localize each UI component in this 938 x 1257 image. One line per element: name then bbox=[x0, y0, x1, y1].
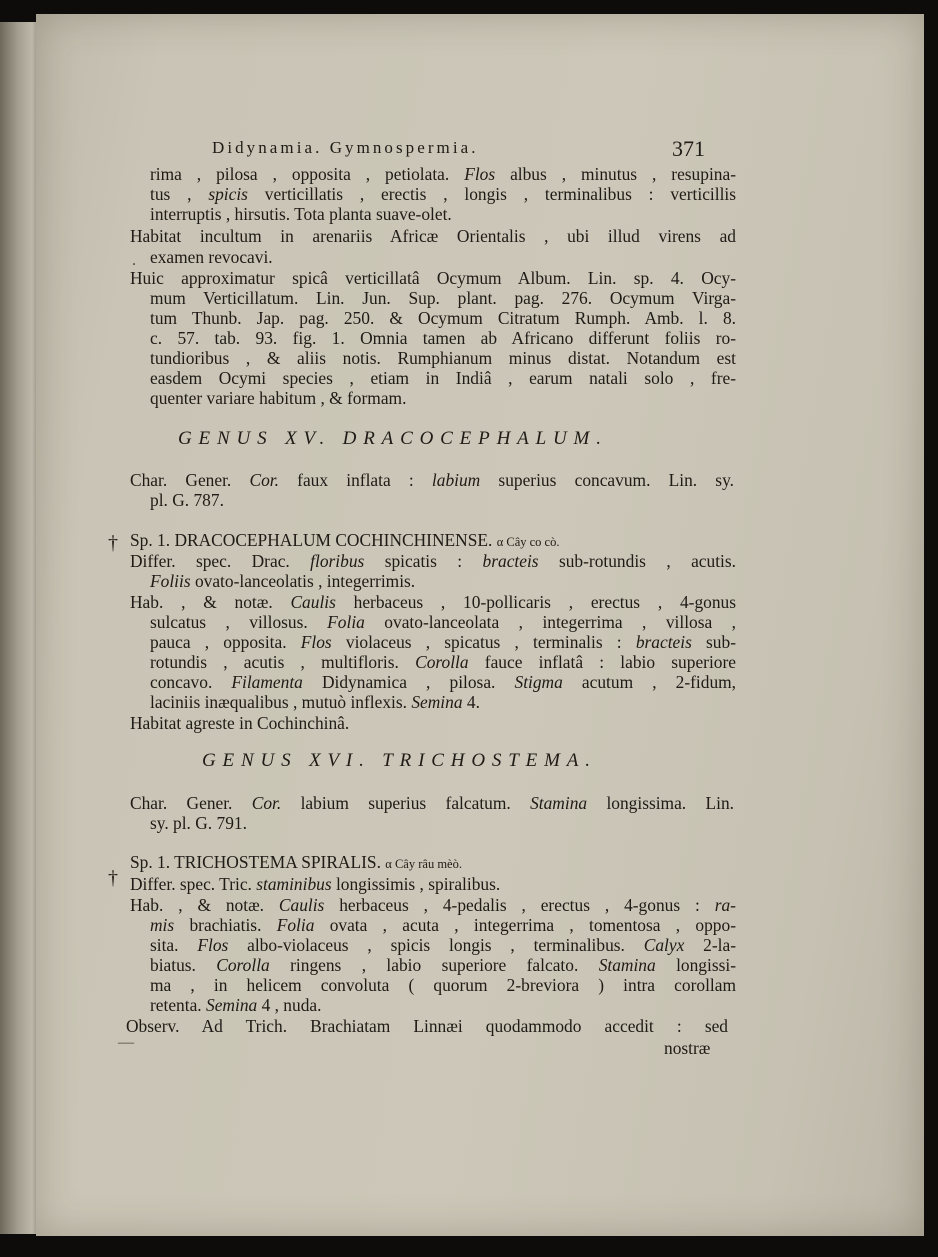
text-line: Habitat agreste in Cochinchinâ. bbox=[130, 713, 350, 733]
dagger-mark: † bbox=[108, 867, 118, 889]
text-line: ma , in helicem convoluta ( quorum 2-breviora ) intra corollam bbox=[150, 975, 736, 995]
text-line: laciniis inæqualibus , mutuò inflexis. Semina 4. bbox=[150, 692, 480, 712]
text-line: biatus. Corolla ringens , labio superiore falcato. Stamina longissi- bbox=[150, 955, 736, 975]
vernacular-name: α Cây co cò. bbox=[496, 535, 560, 549]
text-line: Char. Gener. Cor. faux inflata : labium superius concavum. Lin. sy. bbox=[130, 470, 734, 490]
running-title: Didynamia. Gymnospermia. bbox=[212, 138, 479, 157]
text-line: rima , pilosa , opposita , petiolata. Flos albus , minutus , resupina- bbox=[150, 164, 736, 184]
text-line: mum Verticillatum. Lin. Jun. Sup. plant. pag. 276. Ocymum Virga- bbox=[150, 288, 736, 308]
text-line: Differ. spec. Tric. staminibus longissimis , spiralibus. bbox=[130, 874, 501, 894]
text-line: sulcatus , villosus. Folia ovato-lanceolata , integerrima , villosa , bbox=[150, 612, 736, 632]
text-line: Foliis ovato-lanceolatis , integerrimis. bbox=[150, 571, 416, 591]
margin-dash: — bbox=[118, 1034, 134, 1051]
text-line: tum Thunb. Jap. pag. 250. & Ocymum Citratum Rumph. Amb. l. 8. bbox=[150, 308, 736, 328]
vernacular-name: α Cây râu mèò. bbox=[385, 857, 462, 871]
text-line: examen revocavi. bbox=[150, 247, 273, 267]
text-line: mis brachiatis. Folia ovata , acuta , integerrima , tomentosa , oppo- bbox=[150, 915, 736, 935]
text-line: pl. G. 787. bbox=[150, 490, 224, 510]
book-spine-edge bbox=[0, 22, 40, 1234]
text-line: sita. Flos albo-violaceus , spicis longis , terminalibus. Calyx 2-la- bbox=[150, 935, 736, 955]
margin-dash: . bbox=[132, 252, 136, 269]
text-line: pauca , opposita. Flos violaceus , spicatus , terminalis : bracteis sub- bbox=[150, 632, 736, 652]
text-line: rotundis , acutis , multifloris. Corolla fauce inflatâ : labio superiore bbox=[150, 652, 736, 672]
book-page bbox=[36, 14, 924, 1236]
page-number: 371 bbox=[672, 136, 705, 161]
text-line: tundioribus , & aliis notis. Rumphianum minus distat. Notandum est bbox=[150, 348, 736, 368]
text-line: interruptis , hirsutis. Tota planta suave-olet. bbox=[150, 204, 452, 224]
genus-heading: GENUS XV. DRACOCEPHALUM. bbox=[178, 428, 608, 449]
catchword: nostræ bbox=[664, 1038, 711, 1058]
species-title: Sp. 1. DRACOCEPHALUM COCHINCHINENSE. α Cây co cò. bbox=[130, 530, 560, 550]
species-title: Sp. 1. TRICHOSTEMA SPIRALIS. α Cây râu mèò. bbox=[130, 852, 462, 872]
text-line: Huic approximatur spicâ verticillatâ Ocymum Album. Lin. sp. 4. Ocy- bbox=[130, 268, 736, 288]
text-line: tus , spicis verticillatis , erectis , longis , terminalibus : verticillis bbox=[150, 184, 737, 204]
dagger-mark: † bbox=[108, 532, 118, 554]
text-line: quenter variare habitum , & formam. bbox=[150, 388, 407, 408]
text-line: c. 57. tab. 93. fig. 1. Omnia tamen ab Africano differunt foliis ro- bbox=[150, 328, 736, 348]
text-line: Differ. spec. Drac. floribus spicatis : bracteis sub-rotundis , acutis. bbox=[130, 551, 737, 571]
text-line: easdem Ocymi species , etiam in Indiâ , earum natali solo , fre- bbox=[150, 368, 736, 388]
text-line: Observ. Ad Trich. Brachiatam Linnæi quodammodo accedit : sed bbox=[126, 1016, 728, 1036]
text-line: Habitat incultum in arenariis Africæ Orientalis , ubi illud virens ad bbox=[130, 226, 736, 246]
text-line: sy. pl. G. 791. bbox=[150, 813, 247, 833]
text-line: retenta. Semina 4 , nuda. bbox=[150, 995, 322, 1015]
text-line: concavo. Filamenta Didynamica , pilosa. Stigma acutum , 2-fidum, bbox=[150, 672, 737, 692]
text-line: Hab. , & notæ. Caulis herbaceus , 4-pedalis , erectus , 4-gonus : ra- bbox=[130, 895, 736, 915]
text-line: Hab. , & notæ. Caulis herbaceus , 10-pollicaris , erectus , 4-gonus bbox=[130, 592, 736, 612]
genus-heading: GENUS XVI. TRICHOSTEMA. bbox=[202, 750, 597, 771]
text-line: Char. Gener. Cor. labium superius falcatum. Stamina longissima. Lin. bbox=[130, 793, 734, 813]
